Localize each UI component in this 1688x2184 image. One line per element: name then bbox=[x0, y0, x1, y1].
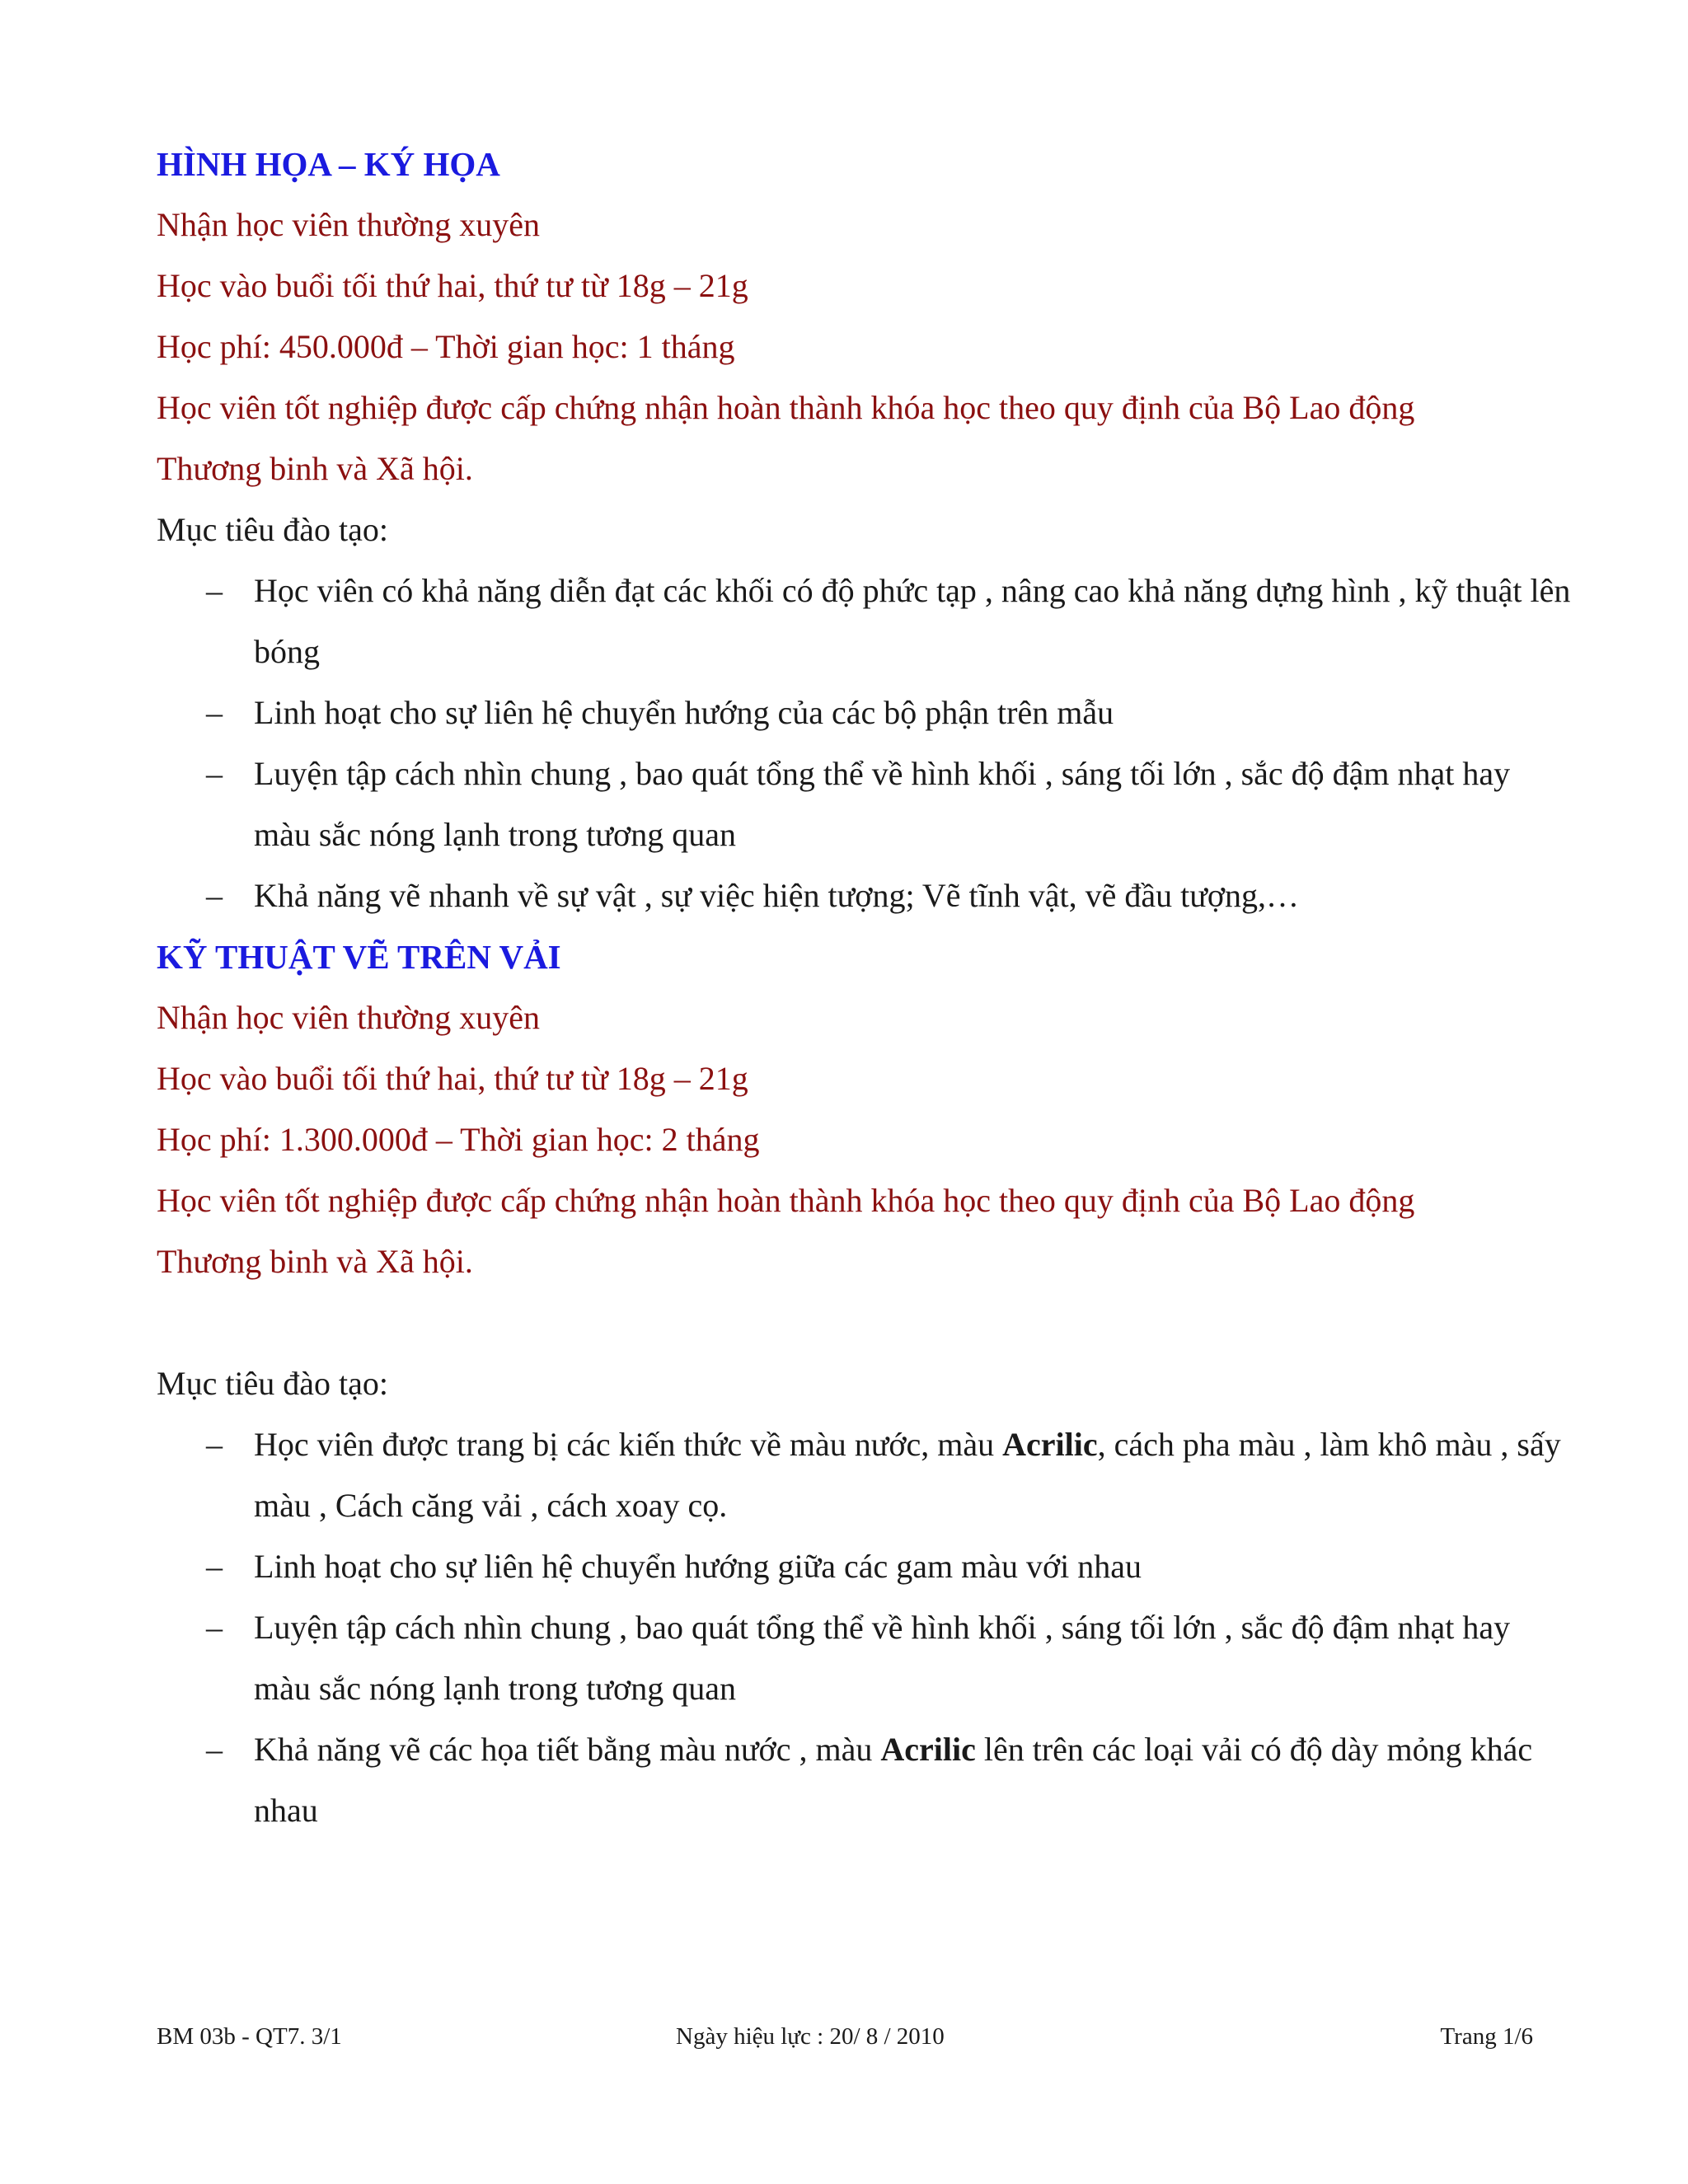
bullet-dash: – bbox=[206, 572, 223, 609]
goal-text-bold: Acrilic bbox=[880, 1731, 976, 1768]
list-item bbox=[157, 1597, 1573, 1719]
goals-label: Mục tiêu đào tạo: bbox=[157, 1365, 389, 1402]
enrollment-line: Nhận học viên thường xuyên bbox=[157, 999, 540, 1036]
goal-text-after: , cách pha màu , làm khô màu , sấy màu , Cách căng vải , cách xoay cọ. bbox=[254, 1426, 1561, 1524]
fee-line: Học phí: 450.000đ – Thời gian học: 1 tháng bbox=[157, 328, 735, 365]
enrollment-line: Nhận học viên thường xuyên bbox=[157, 206, 540, 243]
bullet-dash: – bbox=[206, 1426, 223, 1463]
bullet-dash: – bbox=[206, 1548, 223, 1585]
list-item bbox=[157, 560, 1573, 682]
certificate-text: Học viên tốt nghiệp được cấp chứng nhận hoàn thành khóa học theo quy định của Bộ Lao động Thương binh và Xã hội. bbox=[157, 389, 1415, 487]
goal-text-after: lên trên các loại vải có độ dày mỏng khác nhau bbox=[254, 1731, 1533, 1829]
schedule-line: Học vào buổi tối thứ hai, thứ tư từ 18g – 21g bbox=[157, 267, 748, 304]
list-item bbox=[157, 682, 1573, 743]
list-item bbox=[157, 743, 1573, 865]
bullet-dash: – bbox=[206, 1609, 223, 1646]
bullet-dash: – bbox=[206, 1731, 223, 1768]
list-item bbox=[157, 1414, 1573, 1536]
effective-date: Ngày hiệu lực : 20/ 8 / 2010 bbox=[676, 2023, 945, 2050]
fee-line: Học phí: 1.300.000đ – Thời gian học: 2 tháng bbox=[157, 1121, 760, 1158]
goal-text: Học viên có khả năng diễn đạt các khối có độ phức tạp , nâng cao khả năng dựng hình , kỹ thuật lên bóng bbox=[254, 572, 1571, 670]
list-item bbox=[157, 865, 1573, 926]
bullet-dash: – bbox=[206, 755, 223, 792]
goal-text: Khả năng vẽ nhanh về sự vật , sự việc hiện tượng; Vẽ tĩnh vật, vẽ đầu tượng,… bbox=[254, 877, 1300, 914]
goal-text: Linh hoạt cho sự liên hệ chuyển hướng giữa các gam màu với nhau bbox=[254, 1548, 1142, 1585]
goals-list bbox=[157, 1414, 1561, 1841]
goals-list bbox=[157, 560, 1571, 926]
spacer bbox=[157, 1292, 1558, 1353]
page-content bbox=[157, 134, 1571, 1841]
goal-text-bold: Acrilic bbox=[1002, 1426, 1098, 1463]
section-title-ky-thuat-ve-tren-vai: KỸ THUẬT VẼ TRÊN VẢI bbox=[157, 938, 561, 976]
goal-text-before: Học viên được trang bị các kiến thức về màu nước, màu bbox=[254, 1426, 1003, 1463]
form-code: BM 03b - QT7. 3/1 bbox=[157, 2023, 342, 2050]
schedule-line: Học vào buổi tối thứ hai, thứ tư từ 18g – 21g bbox=[157, 1060, 748, 1097]
bullet-dash: – bbox=[206, 694, 223, 731]
list-item bbox=[157, 1719, 1573, 1841]
section-title-hinh-hoa: HÌNH HỌA – KÝ HỌA bbox=[157, 145, 500, 183]
certificate-text: Học viên tốt nghiệp được cấp chứng nhận hoàn thành khóa học theo quy định của Bộ Lao động Thương binh và Xã hội. bbox=[157, 1182, 1415, 1280]
page-footer bbox=[157, 2023, 1533, 2056]
goal-text: Luyện tập cách nhìn chung , bao quát tổng thể về hình khối , sáng tối lớn , sắc độ đậm nhạt hay màu sắc nóng lạnh trong tương quan bbox=[254, 1609, 1511, 1707]
goals-label: Mục tiêu đào tạo: bbox=[157, 511, 389, 548]
list-item bbox=[157, 1536, 1573, 1597]
goal-text: Linh hoạt cho sự liên hệ chuyển hướng của các bộ phận trên mẫu bbox=[254, 694, 1114, 731]
bullet-dash: – bbox=[206, 877, 223, 914]
goal-text-before: Khả năng vẽ các họa tiết bằng màu nước , màu bbox=[254, 1731, 881, 1768]
page-number: Trang 1/6 bbox=[1440, 2023, 1533, 2050]
goal-text: Luyện tập cách nhìn chung , bao quát tổng thể về hình khối , sáng tối lớn , sắc độ đậm nhạt hay màu sắc nóng lạnh trong tương quan bbox=[254, 755, 1511, 853]
